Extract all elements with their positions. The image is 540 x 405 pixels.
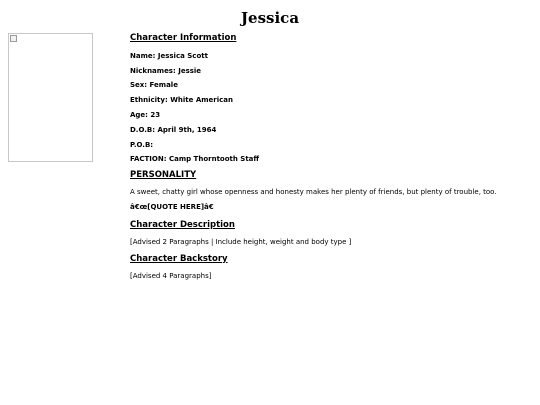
field-pob: P.O.B: bbox=[130, 141, 154, 149]
page-title: Jessica bbox=[240, 9, 300, 27]
character-portrait bbox=[8, 33, 93, 162]
character-description-heading: Character Description bbox=[130, 220, 235, 230]
field-faction: FACTION: Camp Thorntooth Staff bbox=[130, 155, 260, 163]
field-name: Name: Jessica Scott bbox=[130, 52, 208, 60]
description-text: [Advised 2 Paragraphs | Include height, weight and body type ] bbox=[130, 238, 352, 246]
field-nicknames: Nicknames: Jessie bbox=[130, 67, 202, 75]
broken-image-icon bbox=[10, 35, 17, 42]
character-information-heading: Character Information bbox=[130, 33, 237, 43]
field-sex: Sex: Female bbox=[130, 81, 178, 89]
personality-heading: PERSONALITY bbox=[130, 170, 197, 180]
personality-text: A sweet, chatty girl whose openness and honesty makes her plenty of friends, but plenty of trouble, too. bbox=[130, 188, 497, 196]
field-ethnicity: Ethnicity: White American bbox=[130, 96, 233, 104]
field-dob: D.O.B: April 9th, 1964 bbox=[130, 126, 217, 134]
character-backstory-heading: Character Backstory bbox=[130, 254, 228, 264]
field-age: Age: 23 bbox=[130, 111, 161, 119]
personality-quote: â€œ[QUOTE HERE]â€ bbox=[130, 203, 214, 211]
backstory-text: [Advised 4 Paragraphs] bbox=[130, 272, 212, 280]
